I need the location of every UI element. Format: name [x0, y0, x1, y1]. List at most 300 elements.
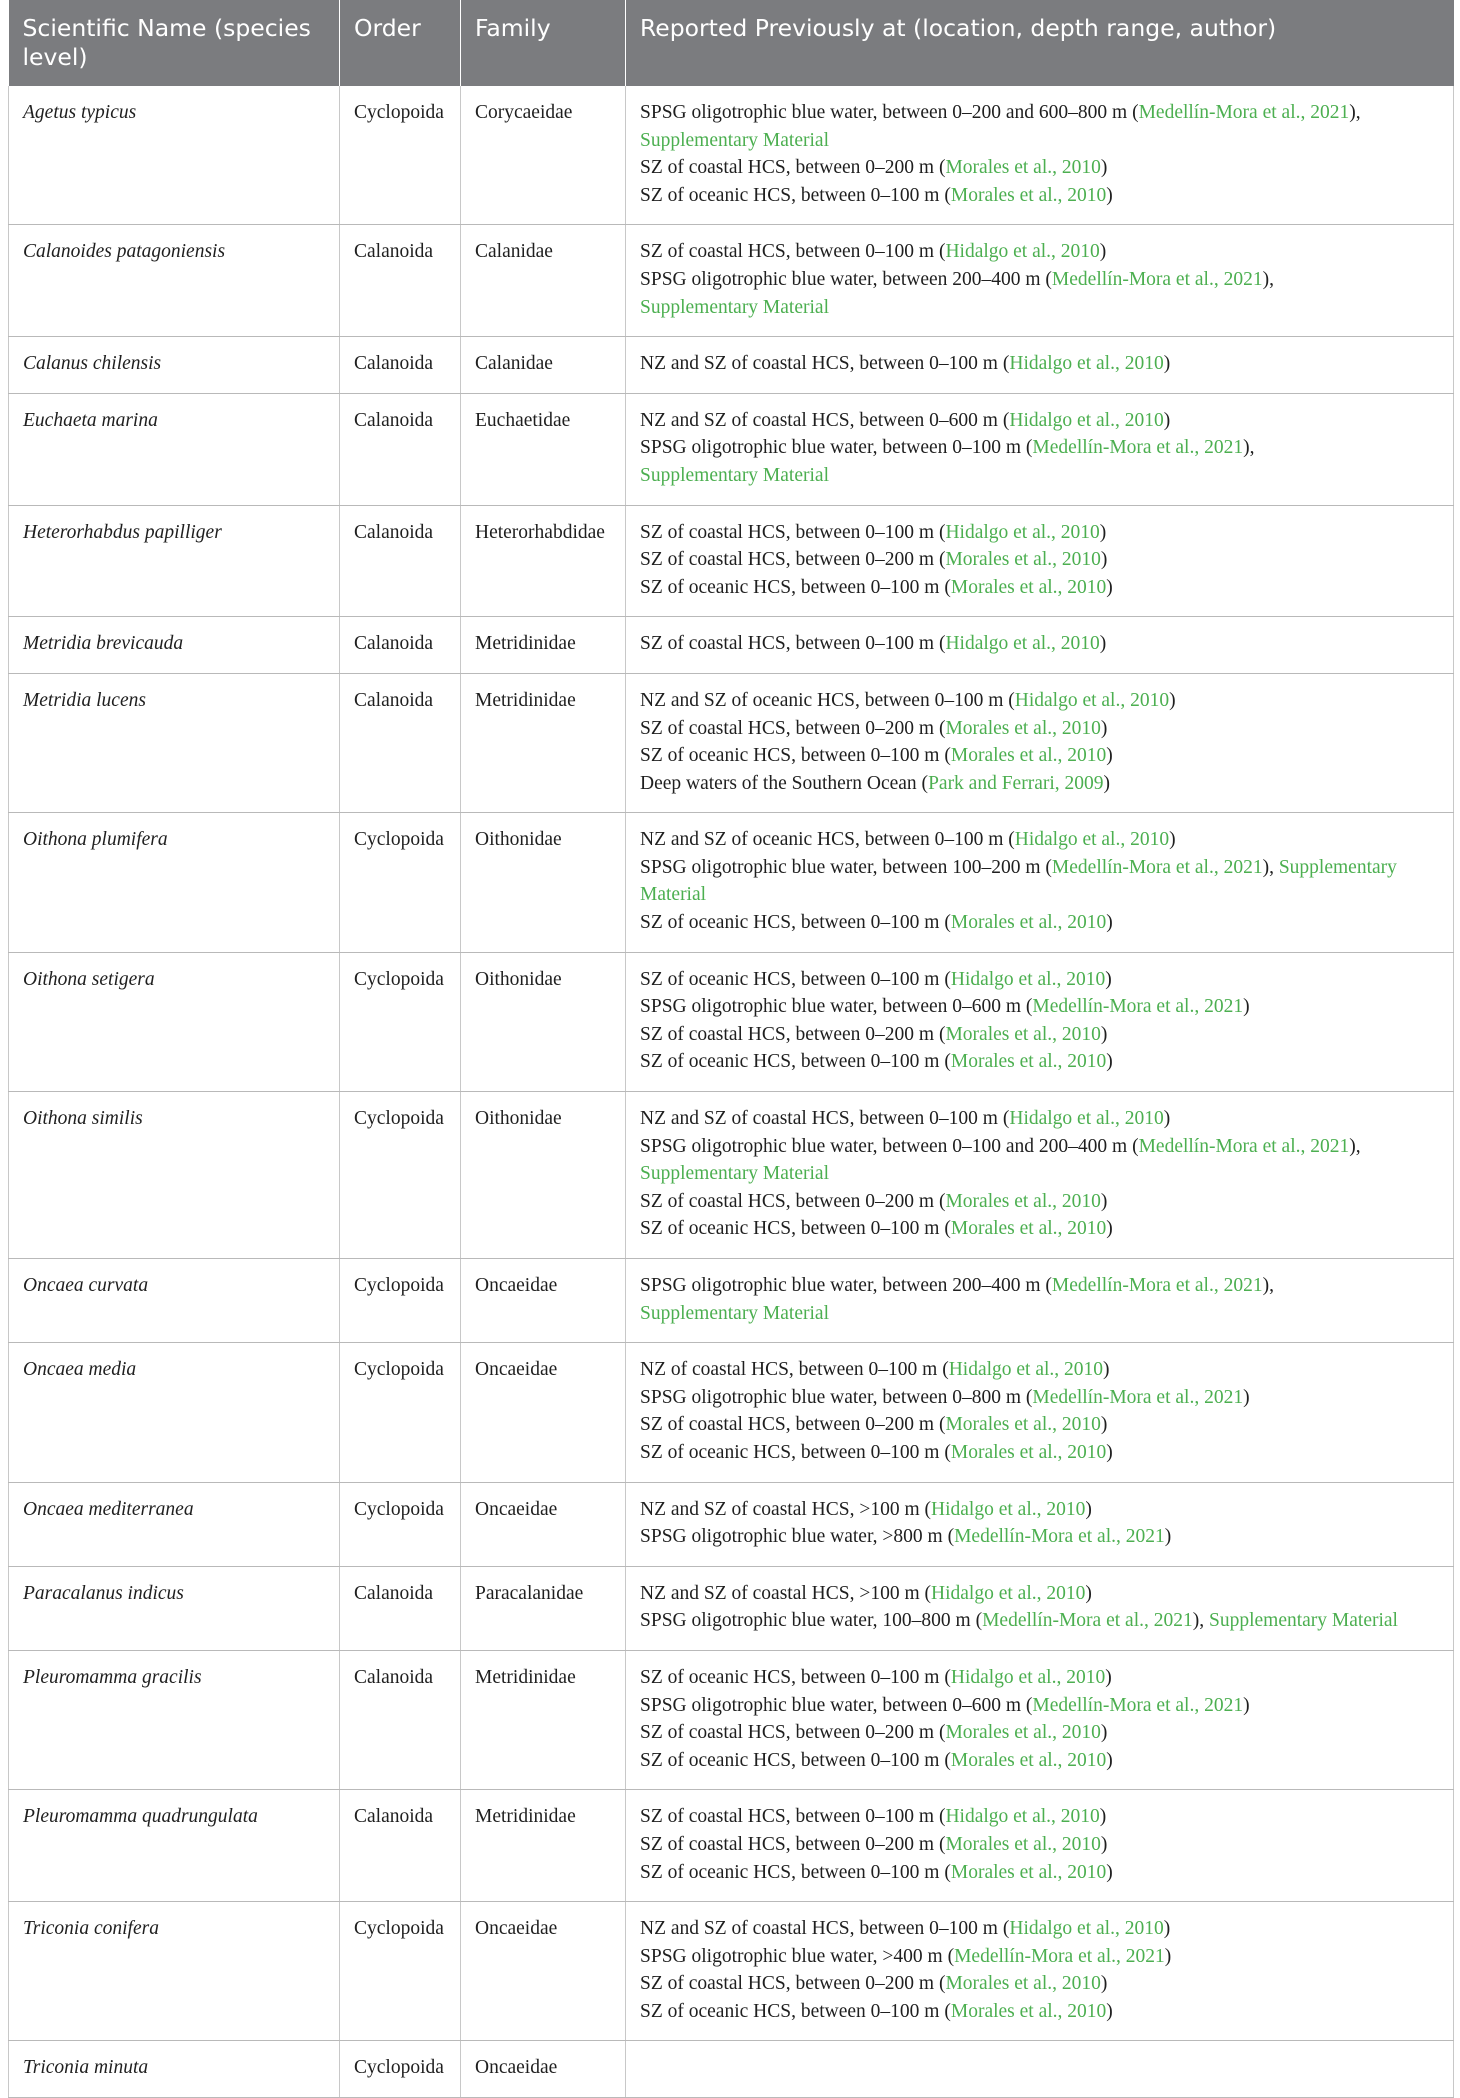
report-line [640, 1300, 1439, 1328]
reported-cell [626, 1259, 1454, 1343]
header-scientific-name: Scientific Name (species level) [9, 0, 340, 86]
report-line [640, 1384, 1439, 1412]
scientific-name-cell: Oncaea mediterranea [9, 1482, 340, 1566]
report-text: SZ of oceanic HCS, between 0–100 m ( [640, 1666, 951, 1688]
citation-link[interactable]: Morales et al., 2010 [950, 576, 1107, 598]
family-cell: Oithonidae [461, 1092, 626, 1259]
report-text: ) [1105, 1666, 1112, 1688]
order-cell: Calanoida [340, 1790, 461, 1902]
family-cell: Oncaeidae [461, 1259, 626, 1343]
citation-link[interactable]: Hidalgo et al., 2010 [950, 968, 1106, 990]
reported-cell [626, 225, 1454, 337]
report-line [640, 1523, 1439, 1551]
order-cell: Calanoida [340, 1650, 461, 1789]
header-order: Order [340, 0, 461, 86]
order-cell: Calanoida [340, 1566, 461, 1650]
citation-link[interactable]: Supplementary [1278, 856, 1397, 878]
citation-link[interactable]: Medellín-Mora et al., 2021 [1032, 1694, 1244, 1716]
report-line [640, 1831, 1439, 1859]
table-row [9, 86, 1454, 225]
report-text: ), [1349, 1135, 1361, 1157]
report-text: ) [1085, 1582, 1092, 1604]
citation-link[interactable]: Medellín-Mora et al., 2021 [1138, 1135, 1350, 1157]
report-text: SPSG oligotrophic blue water, between 0–100 m ( [640, 437, 1033, 459]
report-line [640, 715, 1439, 743]
header-reported: Reported Previously at (location, depth range, author) [626, 0, 1454, 86]
order-cell: Calanoida [340, 617, 461, 674]
citation-link[interactable]: Morales et al., 2010 [945, 1833, 1101, 1855]
report-text: ) [1106, 1218, 1113, 1240]
report-text: SZ of oceanic HCS, between 0–100 m ( [640, 2000, 951, 2022]
report-text: ) [1100, 1414, 1108, 1436]
report-text: ) [1163, 1108, 1171, 1130]
citation-link[interactable]: Morales et al., 2010 [945, 1722, 1101, 1744]
family-cell: Oithonidae [461, 813, 626, 952]
report-line [640, 1747, 1439, 1775]
report-line [640, 519, 1439, 547]
citation-link[interactable]: Hidalgo et al., 2010 [948, 1359, 1104, 1381]
report-line [640, 993, 1439, 1021]
scientific-name-cell: Metridia brevicauda [9, 617, 340, 674]
reported-cell [626, 1482, 1454, 1566]
report-line [640, 1496, 1439, 1524]
report-line [640, 127, 1439, 155]
report-text: ) [1106, 2000, 1113, 2022]
report-text: NZ and SZ of coastal HCS, >100 m ( [640, 1498, 932, 1520]
family-cell: Oncaeidae [461, 1482, 626, 1566]
report-line [640, 1356, 1439, 1384]
report-text: ) [1164, 1526, 1172, 1548]
report-text: ) [1100, 549, 1108, 571]
citation-link[interactable]: Park and Ferrari, 2009 [928, 772, 1104, 794]
order-cell: Calanoida [340, 393, 461, 505]
report-line [640, 826, 1439, 854]
citation-link[interactable]: Supplementary Material [640, 296, 829, 318]
report-line [640, 462, 1439, 490]
report-text: ) [1106, 576, 1113, 598]
report-line [640, 1915, 1439, 1943]
citation-link[interactable]: Morales et al., 2010 [945, 1190, 1101, 1212]
report-text: ) [1106, 912, 1113, 934]
report-line [640, 1859, 1439, 1887]
report-text: ) [1105, 968, 1112, 990]
report-line [640, 687, 1439, 715]
report-line [640, 1998, 1439, 2026]
report-text: SZ of oceanic HCS, between 0–100 m ( [640, 1749, 951, 1771]
family-cell: Oncaeidae [461, 1902, 626, 2041]
scientific-name-cell: Oncaea media [9, 1343, 340, 1482]
order-cell: Cyclopoida [340, 86, 461, 225]
report-text: SPSG oligotrophic blue water, between 0–200 and 600–800 m ( [640, 102, 1139, 123]
report-line [640, 1133, 1439, 1161]
report-text: NZ and SZ of oceanic HCS, between 0–100 m ( [640, 829, 1015, 851]
family-cell: Heterorhabdidae [461, 505, 626, 617]
citation-link[interactable]: Morales et al., 2010 [945, 1414, 1101, 1436]
reported-cell [626, 2041, 1454, 2098]
citation-link[interactable]: Morales et al., 2010 [945, 717, 1101, 739]
citation-link[interactable]: Medellín-Mora et al., 2021 [1051, 856, 1263, 878]
report-line [640, 294, 1439, 322]
report-text: ) [1099, 1806, 1107, 1828]
report-text: ) [1106, 745, 1113, 767]
order-cell: Cyclopoida [340, 1902, 461, 2041]
report-text: ) [1163, 409, 1171, 431]
family-cell: Oithonidae [461, 952, 626, 1091]
reported-cell [626, 1902, 1454, 2041]
report-text: SPSG oligotrophic blue water, between 200–400 m ( [640, 1275, 1052, 1296]
report-text: ), [1192, 1610, 1209, 1632]
report-text: SZ of coastal HCS, between 0–100 m ( [640, 521, 946, 543]
family-cell: Oncaeidae [461, 1343, 626, 1482]
citation-link[interactable]: Supplementary Material [640, 464, 829, 486]
scientific-name-cell: Oithona plumifera [9, 813, 340, 952]
report-text: SZ of oceanic HCS, between 0–100 m ( [640, 1441, 951, 1463]
report-text: ), [1349, 102, 1361, 123]
citation-link[interactable]: Medellín-Mora et al., 2021 [1032, 1386, 1244, 1408]
report-text: ), [1243, 437, 1255, 459]
report-text: ) [1243, 996, 1250, 1018]
family-cell: Metridinidae [461, 1650, 626, 1789]
citation-link[interactable]: Morales et al., 2010 [950, 912, 1107, 934]
order-cell: Calanoida [340, 505, 461, 617]
reported-cell [626, 337, 1454, 394]
report-text: SZ of coastal HCS, between 0–100 m ( [640, 633, 946, 655]
report-line [640, 434, 1439, 462]
scientific-name-cell: Agetus typicus [9, 86, 340, 225]
report-text: ) [1100, 717, 1108, 739]
report-text: SZ of coastal HCS, between 0–200 m ( [640, 549, 946, 571]
citation-link[interactable]: Material [640, 884, 707, 906]
header-row [9, 0, 1454, 86]
scientific-name-cell: Calanoides patagoniensis [9, 225, 340, 337]
report-text: ) [1164, 1945, 1172, 1967]
report-line [640, 1048, 1439, 1076]
citation-link[interactable]: Supplementary Material [640, 1302, 829, 1324]
report-text: ) [1099, 633, 1107, 655]
citation-link[interactable]: Supplementary Material [640, 1163, 829, 1185]
report-line [640, 1021, 1439, 1049]
citation-link[interactable]: Morales et al., 2010 [950, 1861, 1107, 1883]
scientific-name-cell: Triconia minuta [9, 2041, 340, 2098]
table-row [9, 393, 1454, 505]
report-text: ) [1099, 241, 1107, 263]
report-text: SPSG oligotrophic blue water, between 100–200 m ( [640, 856, 1052, 878]
citation-link[interactable]: Medellín-Mora et al., 2021 [1051, 268, 1263, 290]
citation-link[interactable]: Medellín-Mora et al., 2021 [1051, 1275, 1263, 1296]
report-line [640, 266, 1439, 294]
reported-cell [626, 393, 1454, 505]
report-line [640, 1692, 1439, 1720]
reported-cell [626, 505, 1454, 617]
citation-link[interactable]: Medellín-Mora et al., 2021 [954, 1526, 1165, 1548]
reported-cell [626, 813, 1454, 952]
report-line [640, 1607, 1439, 1635]
report-text: ) [1100, 1973, 1108, 1995]
report-text: ) [1169, 829, 1176, 851]
report-line [640, 1411, 1439, 1439]
report-line [640, 1188, 1439, 1216]
report-text: ) [1163, 353, 1171, 375]
family-cell: Corycaeidae [461, 86, 626, 225]
citation-link[interactable]: Morales et al., 2010 [950, 1749, 1107, 1771]
scientific-name-cell: Triconia conifera [9, 1902, 340, 2041]
report-text: NZ and SZ of coastal HCS, between 0–100 m ( [640, 1108, 1010, 1130]
report-text: ) [1106, 1861, 1113, 1883]
order-cell: Cyclopoida [340, 813, 461, 952]
report-text: ) [1100, 1190, 1108, 1212]
report-text: SZ of oceanic HCS, between 0–100 m ( [640, 1861, 951, 1883]
reported-cell [626, 1790, 1454, 1902]
table-row [9, 1343, 1454, 1482]
citation-link[interactable]: Morales et al., 2010 [945, 549, 1101, 571]
report-text: ) [1100, 157, 1108, 179]
order-cell: Cyclopoida [340, 1092, 461, 1259]
table-row [9, 1092, 1454, 1259]
report-text: ) [1100, 1833, 1108, 1855]
report-line [640, 182, 1439, 210]
report-text: NZ of coastal HCS, between 0–100 m ( [640, 1359, 949, 1381]
report-text: SZ of oceanic HCS, between 0–100 m ( [640, 912, 951, 934]
order-cell: Calanoida [340, 673, 461, 812]
scientific-name-cell: Pleuromamma quadrungulata [9, 1790, 340, 1902]
reported-cell [626, 673, 1454, 812]
citation-link[interactable]: Hidalgo et al., 2010 [945, 241, 1100, 263]
report-line [640, 1943, 1439, 1971]
report-text: SZ of coastal HCS, between 0–200 m ( [640, 1722, 946, 1744]
report-text: SZ of oceanic HCS, between 0–100 m ( [640, 1051, 951, 1073]
report-text: ) [1163, 1918, 1171, 1940]
report-line [640, 966, 1439, 994]
citation-link[interactable]: Morales et al., 2010 [950, 1441, 1107, 1463]
header-family: Family [461, 0, 626, 86]
report-line [640, 881, 1439, 909]
order-cell: Calanoida [340, 337, 461, 394]
report-line [640, 1439, 1439, 1467]
report-line [640, 854, 1439, 882]
report-text: ), [1262, 856, 1279, 878]
report-text: SZ of coastal HCS, between 0–100 m ( [640, 241, 946, 263]
report-text: SPSG oligotrophic blue water, >400 m ( [640, 1945, 955, 1967]
citation-link[interactable]: Morales et al., 2010 [950, 745, 1107, 767]
citation-link[interactable]: Hidalgo et al., 2010 [1014, 829, 1170, 851]
scientific-name-cell: Oithona setigera [9, 952, 340, 1091]
report-text: SZ of oceanic HCS, between 0–100 m ( [640, 745, 951, 767]
report-line [640, 238, 1439, 266]
citation-link[interactable]: Medellín-Mora et al., 2021 [982, 1610, 1193, 1632]
citation-link[interactable]: Morales et al., 2010 [950, 184, 1107, 206]
citation-link[interactable]: Hidalgo et al., 2010 [1009, 1918, 1164, 1940]
report-text: SZ of coastal HCS, between 0–200 m ( [640, 1023, 946, 1045]
order-cell: Calanoida [340, 225, 461, 337]
report-text: SPSG oligotrophic blue water, 100–800 m ( [640, 1610, 983, 1632]
table-row [9, 1650, 1454, 1789]
citation-link[interactable]: Medellín-Mora et al., 2021 [1032, 996, 1244, 1018]
citation-link[interactable]: Supplementary Material [640, 129, 829, 151]
report-line [640, 1803, 1439, 1831]
report-text: NZ and SZ of coastal HCS, between 0–600 m ( [640, 409, 1010, 431]
reported-cell [626, 952, 1454, 1091]
report-text: SZ of coastal HCS, between 0–200 m ( [640, 1414, 946, 1436]
report-text: SZ of coastal HCS, between 0–200 m ( [640, 1190, 946, 1212]
report-line [640, 770, 1439, 798]
scientific-name-cell: Metridia lucens [9, 673, 340, 812]
report-line [640, 350, 1439, 378]
report-text: NZ and SZ of oceanic HCS, between 0–100 m ( [640, 689, 1015, 711]
report-text: Deep waters of the Southern Ocean ( [640, 772, 929, 794]
report-line [640, 1105, 1439, 1133]
table-row [9, 813, 1454, 952]
citation-link[interactable]: Hidalgo et al., 2010 [931, 1582, 1086, 1604]
report-text: ) [1106, 1441, 1113, 1463]
scientific-name-cell: Oithona similis [9, 1092, 340, 1259]
family-cell: Calanidae [461, 337, 626, 394]
report-line [640, 154, 1439, 182]
citation-link[interactable]: Medellín-Mora et al., 2021 [1138, 102, 1350, 123]
family-cell: Metridinidae [461, 617, 626, 674]
citation-link[interactable]: Hidalgo et al., 2010 [950, 1666, 1106, 1688]
citation-link[interactable]: Hidalgo et al., 2010 [1009, 1108, 1164, 1130]
report-text: SZ of oceanic HCS, between 0–100 m ( [640, 968, 951, 990]
citation-link[interactable]: Hidalgo et al., 2010 [1009, 409, 1164, 431]
reported-cell [626, 1092, 1454, 1259]
report-text: SPSG oligotrophic blue water, between 0–100 and 200–400 m ( [640, 1135, 1139, 1157]
family-cell: Calanidae [461, 225, 626, 337]
table-body [9, 86, 1454, 2098]
report-text: SPSG oligotrophic blue water, between 0–800 m ( [640, 1386, 1033, 1408]
citation-link[interactable]: Hidalgo et al., 2010 [945, 1806, 1100, 1828]
report-text: SPSG oligotrophic blue water, >800 m ( [640, 1526, 955, 1548]
reported-cell [626, 86, 1454, 225]
citation-link[interactable]: Morales et al., 2010 [945, 1973, 1101, 1995]
reported-cell [626, 1566, 1454, 1650]
table-row [9, 1790, 1454, 1902]
report-text: ) [1106, 1749, 1113, 1771]
report-line [640, 630, 1439, 658]
report-line [640, 742, 1439, 770]
report-text: NZ and SZ of coastal HCS, between 0–100 m ( [640, 353, 1010, 375]
report-text: ) [1243, 1694, 1250, 1716]
table-row [9, 505, 1454, 617]
report-text: SZ of coastal HCS, between 0–200 m ( [640, 717, 946, 739]
report-text: ) [1169, 689, 1176, 711]
report-line [640, 1719, 1439, 1747]
report-text: SZ of coastal HCS, between 0–200 m ( [640, 1973, 946, 1995]
report-line [640, 407, 1439, 435]
report-text: NZ and SZ of coastal HCS, >100 m ( [640, 1582, 932, 1604]
table-row [9, 1482, 1454, 1566]
order-cell: Cyclopoida [340, 952, 461, 1091]
report-text: ) [1243, 1386, 1250, 1408]
scientific-name-cell: Pleuromamma gracilis [9, 1650, 340, 1789]
report-text: SZ of oceanic HCS, between 0–100 m ( [640, 184, 951, 206]
citation-link[interactable]: Hidalgo et al., 2010 [1014, 689, 1170, 711]
scientific-name-cell: Oncaea curvata [9, 1259, 340, 1343]
citation-link[interactable]: Hidalgo et al., 2010 [1009, 353, 1164, 375]
report-line [640, 909, 1439, 937]
scientific-name-cell: Calanus chilensis [9, 337, 340, 394]
table-row [9, 1902, 1454, 2041]
citation-link[interactable]: Hidalgo et al., 2010 [931, 1498, 1086, 1520]
species-table [8, 0, 1454, 2098]
citation-link[interactable]: Medellín-Mora et al., 2021 [954, 1945, 1165, 1967]
citation-link[interactable]: Morales et al., 2010 [950, 1051, 1107, 1073]
citation-link[interactable]: Supplementary Material [1208, 1610, 1398, 1632]
citation-link[interactable]: Hidalgo et al., 2010 [945, 633, 1100, 655]
report-line [640, 1272, 1439, 1300]
report-text: SZ of coastal HCS, between 0–200 m ( [640, 157, 946, 179]
report-line [640, 1580, 1439, 1608]
table-row [9, 673, 1454, 812]
table-row [9, 225, 1454, 337]
report-text: ) [1085, 1498, 1092, 1520]
order-cell: Cyclopoida [340, 2041, 461, 2098]
report-line [640, 99, 1439, 127]
report-text: ) [1100, 1722, 1108, 1744]
order-cell: Cyclopoida [340, 1259, 461, 1343]
citation-link[interactable]: Morales et al., 2010 [945, 1023, 1101, 1045]
report-text: SPSG oligotrophic blue water, between 200–400 m ( [640, 268, 1052, 290]
reported-cell [626, 1650, 1454, 1789]
family-cell: Metridinidae [461, 1790, 626, 1902]
table-container [8, 0, 1453, 2098]
report-text: ) [1103, 1359, 1110, 1381]
report-line [640, 574, 1439, 602]
citation-link[interactable]: Medellín-Mora et al., 2021 [1032, 437, 1244, 459]
report-text: SPSG oligotrophic blue water, between 0–600 m ( [640, 996, 1033, 1018]
scientific-name-cell: Paracalanus indicus [9, 1566, 340, 1650]
report-text: ) [1099, 521, 1107, 543]
report-text: SZ of oceanic HCS, between 0–100 m ( [640, 576, 951, 598]
table-row [9, 1259, 1454, 1343]
scientific-name-cell: Heterorhabdus papilliger [9, 505, 340, 617]
report-line [640, 1970, 1439, 1998]
family-cell: Oncaeidae [461, 2041, 626, 2098]
table-row [9, 952, 1454, 1091]
family-cell: Euchaetidae [461, 393, 626, 505]
table-row [9, 2041, 1454, 2098]
family-cell: Paracalanidae [461, 1566, 626, 1650]
order-cell: Cyclopoida [340, 1343, 461, 1482]
report-text: ) [1103, 772, 1111, 794]
citation-link[interactable]: Hidalgo et al., 2010 [945, 521, 1100, 543]
report-text: ) [1106, 1051, 1113, 1073]
report-line [640, 1215, 1439, 1243]
report-text: ) [1100, 1023, 1108, 1045]
table-header [9, 0, 1454, 86]
table-row [9, 617, 1454, 674]
table-row [9, 1566, 1454, 1650]
report-text: SPSG oligotrophic blue water, between 0–600 m ( [640, 1694, 1033, 1716]
report-line [640, 546, 1439, 574]
report-text: ), [1262, 268, 1274, 290]
report-text: SZ of oceanic HCS, between 0–100 m ( [640, 1218, 951, 1240]
report-text: SZ of coastal HCS, between 0–200 m ( [640, 1833, 946, 1855]
citation-link[interactable]: Morales et al., 2010 [950, 2000, 1107, 2022]
report-line [640, 1160, 1439, 1188]
reported-cell [626, 617, 1454, 674]
report-text: ), [1262, 1275, 1274, 1296]
report-text: NZ and SZ of coastal HCS, between 0–100 m ( [640, 1918, 1010, 1940]
scientific-name-cell: Euchaeta marina [9, 393, 340, 505]
citation-link[interactable]: Morales et al., 2010 [950, 1218, 1107, 1240]
reported-cell [626, 1343, 1454, 1482]
table-row [9, 337, 1454, 394]
citation-link[interactable]: Morales et al., 2010 [945, 157, 1101, 179]
family-cell: Metridinidae [461, 673, 626, 812]
report-text: ) [1106, 184, 1113, 206]
report-text: SZ of coastal HCS, between 0–100 m ( [640, 1806, 946, 1828]
report-line [640, 1664, 1439, 1692]
